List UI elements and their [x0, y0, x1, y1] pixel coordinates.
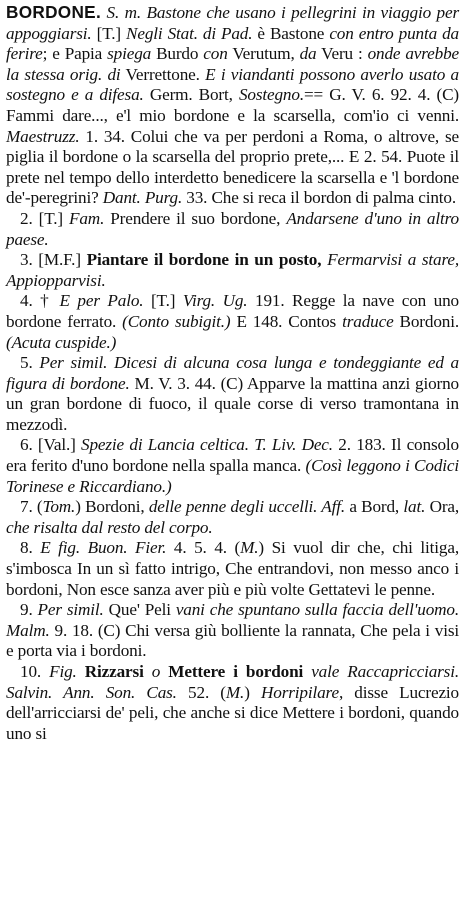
text-run: 8.: [20, 538, 41, 558]
text-run: con: [203, 44, 228, 64]
text-run: delle penne degli uccelli. Aff.: [148, 497, 346, 517]
sense-5: [6, 353, 459, 435]
text-run: Horripilare: [261, 682, 339, 702]
text-run: vale Raccapricciarsi. Salvin. Ann. Son. Cas.: [6, 662, 459, 702]
text-run: traduce: [342, 311, 394, 331]
text-run: Verutum,: [227, 44, 300, 64]
text-run: Ora,: [425, 497, 460, 517]
text-run: 33. Che si reca il bordon di palma cinto.: [182, 188, 457, 208]
text-run: Sostegno.: [238, 85, 304, 105]
sense-8: [6, 538, 459, 600]
sense-9: [6, 600, 459, 662]
text-run: 2. 183. Il consolo era ferito d'uno bordone nella spalla manca.: [6, 435, 459, 476]
text-run: 5.: [20, 353, 40, 373]
text-run: 3. [M.F.]: [20, 250, 87, 270]
text-run: che risalta dal resto del corpo.: [6, 517, 213, 537]
sense-3: [6, 250, 459, 291]
text-run: Virg. Ug.: [182, 291, 248, 311]
text-run: Tom.: [42, 497, 76, 517]
text-run: 2. [T.]: [20, 208, 70, 228]
text-run: E i viandanti possono averlo usato a sostegno e a difesa.: [6, 64, 459, 105]
sense-2: [6, 209, 459, 250]
text-run: Burdo: [151, 44, 204, 64]
text-run: E 148. Contos: [230, 311, 343, 331]
text-run: ) Bordoni,: [75, 497, 149, 517]
text-run: da: [299, 44, 317, 64]
text-run: con entro punta da ferire: [6, 23, 459, 64]
text-run: 1. 34. Colui che va per perdoni a Roma, o altrove, se piglia il bordone o la scarsella del proprio prete,... E 2. 54. Puote il prete nel tempo dello interdetto benedicere la scarsella e 'l bordone de'-peregrini?: [6, 126, 459, 208]
text-run: Germ. Bort,: [143, 85, 239, 105]
text-run: (Acuta cuspide.): [6, 332, 117, 352]
text-run: Bordoni.: [393, 311, 459, 331]
text-run: M.: [225, 682, 245, 702]
text-run: Negli Stat. di Pad.: [126, 23, 253, 43]
text-run: Rizzarsi: [76, 662, 152, 681]
text-run: Que' Peli: [103, 600, 176, 620]
text-run: lat.: [403, 497, 426, 517]
text-run: BORDONE.: [6, 2, 102, 22]
text-run: 9.: [20, 600, 38, 620]
text-run: Fam.: [69, 208, 105, 228]
text-run: M.: [240, 538, 259, 558]
text-run: E fig. Buon. Fier.: [40, 538, 167, 558]
text-run: (Conto subigit.): [122, 311, 231, 331]
text-run: Maestruzz.: [6, 126, 80, 146]
text-run: Prendere il suo bordone,: [104, 208, 287, 228]
text-run: 6. [Val.]: [20, 435, 82, 455]
text-run: vani che spuntano sulla faccia dell'uomo. Malm.: [6, 600, 459, 640]
text-run: , disse Lucrezio dell'arricciarsi de' peli, che anche si dice Mettere i bordoni, quando uno si: [6, 682, 459, 743]
text-run: Veru :: [316, 44, 368, 64]
text-run: == G. V. 6. 92. 4. (C) Fammi dare..., e'l mio bordone e la scarsella, com'io ci venni.: [6, 85, 459, 125]
text-run: Andarsene d'uno in altro paese.: [6, 208, 459, 249]
sense-7: [6, 497, 459, 538]
text-run: Dant. Purg.: [102, 188, 183, 208]
text-run: [T.]: [91, 23, 127, 43]
text-run: 7. (: [20, 497, 43, 517]
text-run: Spezie di Lancia celtica. T. Liv. Dec.: [81, 435, 333, 455]
text-run: Per simil. Dicesi di alcuna cosa lunga e tondeggiante ed a figura di bordone.: [6, 353, 459, 393]
text-run: ) Si vuol dir che, chi litiga, s'imbosca In un sì fatto intrigo, Che entrandovi, non messo anco i bordoni, Non esce sanza aver più e più volte Gettatevi le penne.: [6, 538, 459, 599]
text-run: 52. (: [176, 682, 226, 702]
text-run: spiega: [107, 44, 152, 64]
text-run: a Bord,: [345, 497, 404, 517]
text-run: 4. †: [20, 291, 60, 311]
text-run: 9. 18. (C) Chi versa giù bolliente la rannata, Che pela i visi e porta via i bordoni.: [6, 620, 459, 661]
text-run: 4. 5. 4. (: [166, 538, 241, 558]
text-run: Fig.: [49, 662, 77, 681]
text-run: S. m. Bastone che usano i pellegrini in viaggio per appoggiarsi.: [6, 3, 459, 43]
text-run: onde avrebbe la stessa orig. di: [6, 44, 460, 84]
text-run: Piantare il bordone in un posto,: [86, 250, 322, 270]
text-run: Mettere i bordoni: [160, 662, 312, 681]
sense-6: [6, 435, 459, 497]
sense-10: [6, 662, 459, 744]
sense-4: [6, 291, 459, 353]
text-run: Verrettone.: [120, 64, 206, 84]
entry-bordone: [6, 2, 459, 209]
text-run: Per simil.: [37, 600, 104, 620]
text-run: E per Palo.: [59, 291, 144, 311]
text-run: (Così leggono i Codici Torinese e Riccardiano.): [6, 456, 459, 496]
text-run: è Bastone: [252, 23, 330, 43]
text-run: o: [151, 662, 161, 681]
text-run: 10.: [20, 662, 50, 681]
text-run: M. V. 3. 44. (C) Apparve la mattina anzi giorno un gran bordone di fuoco, il quale corse di verso tramontana in mezzodì.: [6, 373, 459, 434]
text-run: [T.]: [143, 291, 183, 311]
text-run: ): [244, 682, 261, 702]
text-run: 191. Regge la nave con uno bordone ferrato.: [6, 291, 459, 331]
text-run: Fermarvisi a stare, Appiopparvisi.: [6, 250, 459, 290]
text-run: ; e Papia: [42, 44, 108, 64]
